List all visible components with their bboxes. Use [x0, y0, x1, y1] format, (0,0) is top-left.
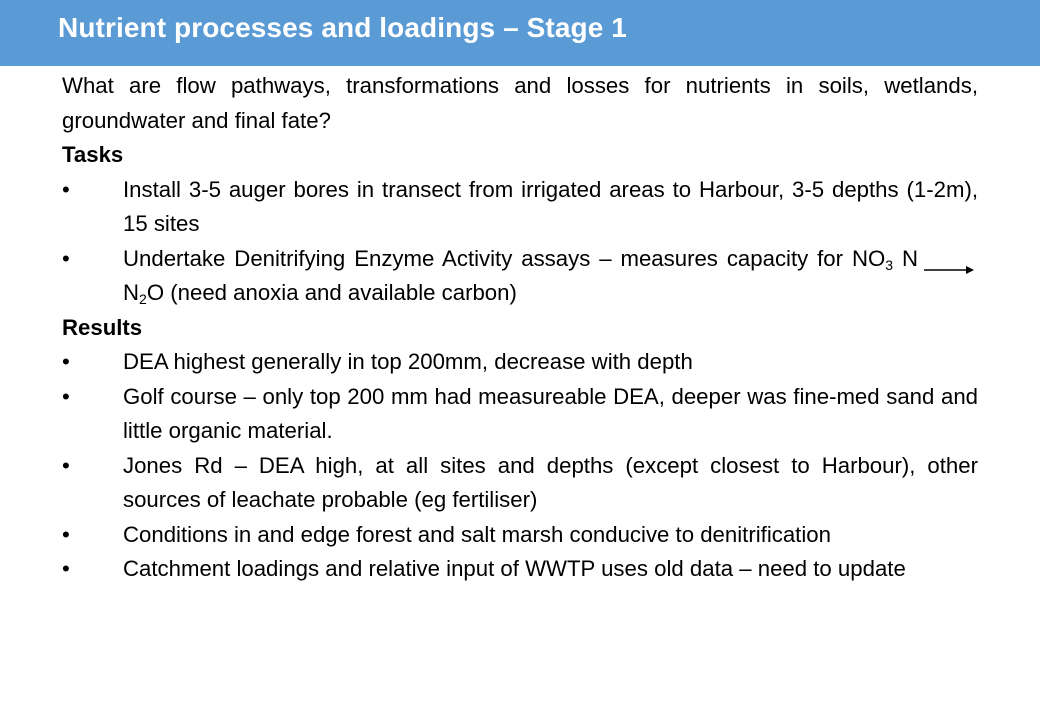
slide-title: Nutrient processes and loadings – Stage 1 [58, 12, 627, 43]
task-text-2-after: O (need anoxia and available carbon) [146, 280, 517, 305]
bullet-icon: • [62, 521, 70, 547]
title-bar [0, 0, 1040, 66]
slide-content [62, 69, 978, 587]
subscript-2: 2 [139, 291, 147, 307]
result-item-3 [62, 449, 978, 518]
bullet-icon: • [62, 556, 70, 581]
result-item-2 [62, 380, 978, 449]
result-item-1 [62, 345, 978, 380]
bullet-icon: • [62, 245, 70, 271]
task-item-2 [62, 242, 978, 311]
subscript-3: 3 [885, 256, 894, 273]
task-item-1 [62, 173, 978, 242]
task-text-2-before: Undertake Denitrifying Enzyme Activity assays – measures capacity for NO [123, 245, 886, 271]
tasks-heading: Tasks [62, 142, 124, 167]
bullet-icon: • [62, 383, 70, 409]
result-text-2: Golf course – only top 200 mm had measureable DEA, deeper was fine-med sand and little organic material. [123, 383, 978, 443]
result-item-4 [62, 518, 978, 553]
question-text: What are flow pathways, transformations and losses for nutrients in soils, wetlands, groundwater and final fate? [62, 73, 978, 133]
result-item-5 [62, 552, 978, 587]
bullet-icon: • [62, 176, 70, 202]
right-arrow-icon [922, 253, 974, 267]
result-text-3: Jones Rd – DEA high, at all sites and depths (except closest to Harbour), other sources of leachate probable (eg fertiliser) [123, 452, 978, 512]
result-text-4: Conditions in and edge forest and salt marsh conducive to denitrification [123, 521, 831, 547]
task-text-2-middle: N [893, 245, 918, 271]
result-text-5: Catchment loadings and relative input of WWTP uses old data – need to update [123, 556, 906, 581]
bullet-icon: • [62, 349, 70, 374]
task-text-2-n2: N [123, 280, 140, 305]
results-heading: Results [62, 314, 143, 340]
bullet-icon: • [62, 452, 70, 478]
task-text-1: Install 3-5 auger bores in transect from irrigated areas to Harbour, 3-5 depths (1-2m), 15 sites [123, 176, 978, 236]
result-text-1: DEA highest generally in top 200mm, decrease with depth [123, 349, 693, 374]
